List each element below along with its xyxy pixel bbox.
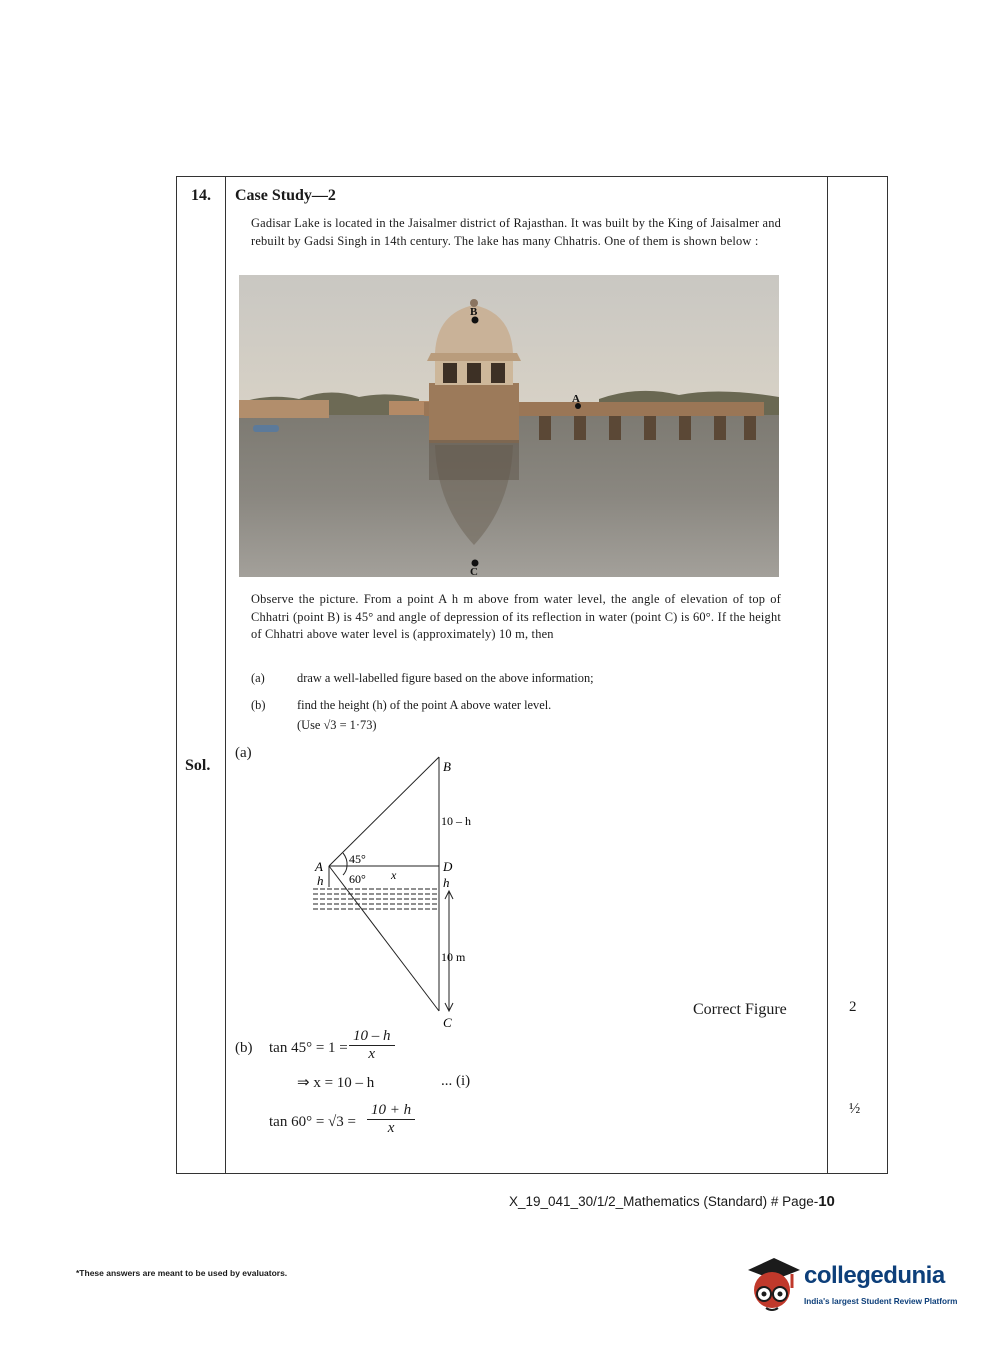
answer-table xyxy=(176,176,888,1174)
chhatri-photo xyxy=(239,275,779,577)
document-code: X_19_041_30/1/2_Mathematics (Standard) # Page- xyxy=(509,1194,819,1209)
figure-label-d: D xyxy=(443,859,453,874)
height-distance-figure xyxy=(303,749,503,1029)
question-number: 14. xyxy=(191,187,211,204)
equation-2-tag: ... (i) xyxy=(441,1073,471,1089)
equation-1-lhs: tan 45° = 1 = xyxy=(269,1040,348,1056)
equation-3-fraction xyxy=(367,1102,415,1137)
equation-3-numerator: 10 + h xyxy=(367,1102,415,1120)
mascot-icon xyxy=(742,1248,804,1318)
mark-part-a: 2 xyxy=(849,999,857,1015)
photo-label-b: B xyxy=(470,306,478,318)
equation-3-denominator: x xyxy=(387,1120,395,1136)
solution-label: Sol. xyxy=(185,757,211,774)
figure-label-a: A xyxy=(315,859,323,874)
figure-label-h-left: h xyxy=(317,873,324,888)
page-footer xyxy=(509,1193,835,1210)
column-divider xyxy=(225,177,226,1173)
column-divider xyxy=(827,177,828,1173)
intro-paragraph: Gadisar Lake is located in the Jaisalmer district of Rajasthan. It was built by the King of Jaisalmer and rebuilt by Gadsi Singh in 14th century. The lake has many Chhatris. One of them is shown below : xyxy=(251,216,781,248)
equation-1-fraction xyxy=(349,1028,395,1063)
equation-1-numerator: 10 – h xyxy=(349,1028,395,1046)
figure-label-10m: 10 m xyxy=(441,950,466,964)
figure-label-x: x xyxy=(391,868,397,882)
figure-label-c: C xyxy=(443,1015,452,1029)
page-number: 10 xyxy=(818,1193,835,1210)
observe-paragraph: Observe the picture. From a point A h m above from water level, the angle of elevation of top of Chhatri (point B) is 45° and angle of depression of its reflection in water (point C) is 60°. If the height of Chhatri above water level is (approximately) 10 m, then xyxy=(251,592,781,641)
part-a-text: draw a well-labelled figure based on the above information; xyxy=(297,671,594,685)
equation-2: ⇒ x = 10 – h xyxy=(297,1075,375,1091)
evaluator-note: *These answers are meant to be used by evaluators. xyxy=(76,1268,288,1278)
brand-tagline: India's largest Student Review Platform xyxy=(804,1297,958,1306)
case-study-title: Case Study—2 xyxy=(235,187,336,204)
solution-part-b-label: (b) xyxy=(235,1040,253,1056)
part-b-text: find the height (h) of the point A above water level. xyxy=(297,698,552,712)
correct-figure-text: Correct Figure xyxy=(693,1001,787,1018)
part-b-label: (b) xyxy=(251,698,266,712)
equation-1-denominator: x xyxy=(368,1046,376,1062)
figure-label-10-minus-h: 10 – h xyxy=(441,814,471,828)
sqrt-hint: (Use √3 = 1·73) xyxy=(297,718,377,732)
figure-label-h-right: h xyxy=(443,875,450,890)
photo-label-c: C xyxy=(470,566,478,577)
mark-part-b: ½ xyxy=(849,1101,861,1117)
equation-3-lhs: tan 60° = √3 = xyxy=(269,1114,356,1130)
part-a-label: (a) xyxy=(251,671,265,685)
figure-label-b: B xyxy=(443,759,451,774)
figure-angle-60: 60° xyxy=(349,872,366,886)
solution-part-a-label: (a) xyxy=(235,745,252,761)
photo-label-a: A xyxy=(572,393,580,405)
collegedunia-logo xyxy=(742,1248,972,1318)
brand-name: collegedunia xyxy=(804,1262,945,1289)
figure-angle-45: 45° xyxy=(349,852,366,866)
